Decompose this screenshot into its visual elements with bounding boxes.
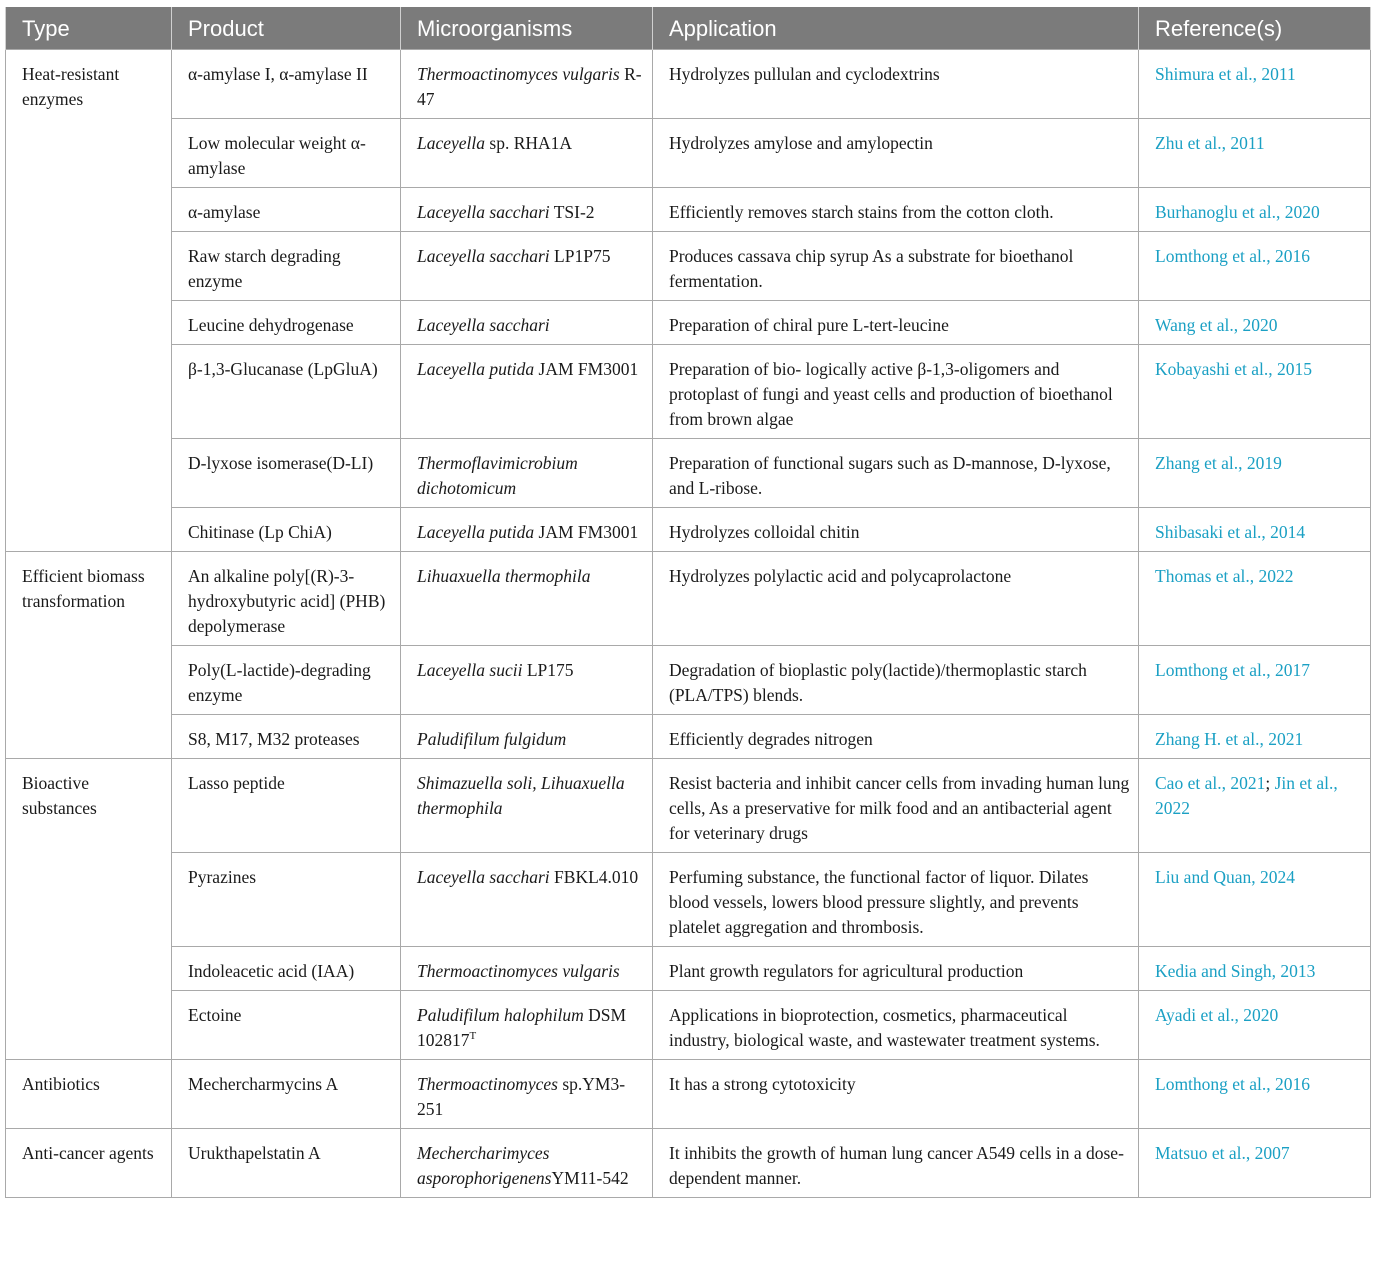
product-cell: Urukthapelstatin A <box>172 1129 401 1198</box>
reference-link[interactable]: Shibasaki et al., 2014 <box>1139 508 1371 552</box>
application-cell: Degradation of bioplastic poly(lactide)/thermoplastic starch (PLA/TPS) blends. <box>653 646 1139 715</box>
table-row <box>6 345 1371 439</box>
application-cell: Preparation of bio- logically active β-1,3-oligomers and protoplast of fungi and yeast cells and production of bioethanol from brown algae <box>653 345 1139 439</box>
product-cell: Mechercharmycins A <box>172 1060 401 1129</box>
organism-cell: Laceyella putida JAM FM3001 <box>401 345 653 439</box>
reference-link[interactable]: Kobayashi et al., 2015 <box>1139 345 1371 439</box>
organism-cell: Thermoactinomyces sp.YM3-251 <box>401 1060 653 1129</box>
reference-link[interactable]: Jin et al., 2022 <box>1155 773 1338 818</box>
reference-link[interactable]: Zhu et al., 2011 <box>1139 119 1371 188</box>
application-cell: It has a strong cytotoxicity <box>653 1060 1139 1129</box>
type-cell-biomass: Efficient biomass transformation <box>6 552 172 759</box>
reference-link[interactable]: Cao et al., 2021 <box>1155 773 1266 793</box>
organism-cell: Paludifilum fulgidum <box>401 715 653 759</box>
product-cell: β-1,3-Glucanase (LpGluA) <box>172 345 401 439</box>
reference-link[interactable]: Kedia and Singh, 2013 <box>1139 947 1371 991</box>
table-row <box>6 646 1371 715</box>
product-cell: Poly(L-lactide)-degrading enzyme <box>172 646 401 715</box>
reference-link[interactable]: Lomthong et al., 2016 <box>1139 1060 1371 1129</box>
product-cell: α-amylase <box>172 188 401 232</box>
table-row <box>6 119 1371 188</box>
application-cell: Hydrolyzes polylactic acid and polycaprolactone <box>653 552 1139 646</box>
organism-cell: Laceyella putida JAM FM3001 <box>401 508 653 552</box>
organism-cell: Laceyella sacchari LP1P75 <box>401 232 653 301</box>
reference-link[interactable]: Liu and Quan, 2024 <box>1139 853 1371 947</box>
organism-cell: Thermoactinomyces vulgaris R-47 <box>401 50 653 119</box>
application-cell: Produces cassava chip syrup As a substrate for bioethanol fermentation. <box>653 232 1139 301</box>
table-row <box>6 991 1371 1060</box>
header-application: Application <box>653 7 1139 50</box>
product-cell: Low molecular weight α-amylase <box>172 119 401 188</box>
type-cell-bioactive: Bioactive substances <box>6 759 172 1060</box>
table-row <box>6 947 1371 991</box>
reference-link[interactable]: Ayadi et al., 2020 <box>1139 991 1371 1060</box>
organism-cell: Shimazuella soli, Lihuaxuella thermophila <box>401 759 653 853</box>
product-cell: Indoleacetic acid (IAA) <box>172 947 401 991</box>
reference-link[interactable]: Thomas et al., 2022 <box>1139 552 1371 646</box>
reference-link[interactable]: Lomthong et al., 2017 <box>1139 646 1371 715</box>
table-row <box>6 715 1371 759</box>
application-cell: Preparation of functional sugars such as D-mannose, D-lyxose, and L-ribose. <box>653 439 1139 508</box>
application-cell: Plant growth regulators for agricultural production <box>653 947 1139 991</box>
table-row <box>6 759 1371 853</box>
product-cell: Leucine dehydrogenase <box>172 301 401 345</box>
organism-cell: Thermoactinomyces vulgaris <box>401 947 653 991</box>
application-cell: Perfuming substance, the functional factor of liquor. Dilates blood vessels, lowers blood pressure slightly, and prevents platelet aggregation and thrombosis. <box>653 853 1139 947</box>
table-row <box>6 508 1371 552</box>
product-cell: Ectoine <box>172 991 401 1060</box>
table-row <box>6 50 1371 119</box>
reference-cell: Cao et al., 2021; Jin et al., 2022 <box>1139 759 1371 853</box>
organism-cell: Thermoflavimicrobium dichotomicum <box>401 439 653 508</box>
application-cell: Applications in bioprotection, cosmetics, pharmaceutical industry, biological waste, and wastewater treatment systems. <box>653 991 1139 1060</box>
table-row <box>6 301 1371 345</box>
organism-cell: Laceyella sucii LP175 <box>401 646 653 715</box>
table-row <box>6 1060 1371 1129</box>
header-product: Product <box>172 7 401 50</box>
table-row <box>6 853 1371 947</box>
product-cell: Lasso peptide <box>172 759 401 853</box>
type-cell-heat-resistant: Heat-resistant enzymes <box>6 50 172 552</box>
organism-cell: Laceyella sacchari <box>401 301 653 345</box>
organism-cell: Paludifilum halophilum DSM $102817^T$ <box>401 991 653 1060</box>
organism-cell: Lihuaxuella thermophila <box>401 552 653 646</box>
application-cell: Preparation of chiral pure L-tert-leucine <box>653 301 1139 345</box>
header-microorganisms: Microorganisms <box>401 7 653 50</box>
application-cell: Hydrolyzes colloidal chitin <box>653 508 1139 552</box>
product-cell: Pyrazines <box>172 853 401 947</box>
table-row <box>6 439 1371 508</box>
reference-link[interactable]: Shimura et al., 2011 <box>1139 50 1371 119</box>
application-cell: Efficiently removes starch stains from the cotton cloth. <box>653 188 1139 232</box>
product-cell: S8, M17, M32 proteases <box>172 715 401 759</box>
organism-cell: Laceyella sp. RHA1A <box>401 119 653 188</box>
organism-cell: Laceyella sacchari TSI-2 <box>401 188 653 232</box>
product-cell: D-lyxose isomerase(D-LI) <box>172 439 401 508</box>
table-row <box>6 188 1371 232</box>
organism-cell: Mechercharimyces asporophorigenensYM11-542 <box>401 1129 653 1198</box>
product-cell: α-amylase I, α-amylase II <box>172 50 401 119</box>
type-cell-anticancer: Anti-cancer agents <box>6 1129 172 1198</box>
reference-link[interactable]: Lomthong et al., 2016 <box>1139 232 1371 301</box>
header-references: Reference(s) <box>1139 7 1371 50</box>
table-row <box>6 552 1371 646</box>
product-cell: An alkaline poly[(R)-3-hydroxybutyric acid] (PHB) depolymerase <box>172 552 401 646</box>
table-header <box>6 7 1371 50</box>
application-cell: Hydrolyzes amylose and amylopectin <box>653 119 1139 188</box>
product-cell: Raw starch degrading enzyme <box>172 232 401 301</box>
application-cell: Resist bacteria and inhibit cancer cells from invading human lung cells, As a preservative for milk food and an antibacterial agent for veterinary drugs <box>653 759 1139 853</box>
reference-link[interactable]: Burhanoglu et al., 2020 <box>1139 188 1371 232</box>
reference-link[interactable]: Zhang et al., 2019 <box>1139 439 1371 508</box>
product-cell: Chitinase (Lp ChiA) <box>172 508 401 552</box>
reference-link[interactable]: Zhang H. et al., 2021 <box>1139 715 1371 759</box>
data-table <box>5 7 1371 1198</box>
reference-link[interactable]: Matsuo et al., 2007 <box>1139 1129 1371 1198</box>
type-cell-antibiotics: Antibiotics <box>6 1060 172 1129</box>
application-cell: It inhibits the growth of human lung cancer A549 cells in a dose-dependent manner. <box>653 1129 1139 1198</box>
application-cell: Hydrolyzes pullulan and cyclodextrins <box>653 50 1139 119</box>
table-row <box>6 232 1371 301</box>
application-cell: Efficiently degrades nitrogen <box>653 715 1139 759</box>
table-row <box>6 1129 1371 1198</box>
organism-cell: Laceyella sacchari FBKL4.010 <box>401 853 653 947</box>
reference-link[interactable]: Wang et al., 2020 <box>1139 301 1371 345</box>
header-type: Type <box>6 7 172 50</box>
